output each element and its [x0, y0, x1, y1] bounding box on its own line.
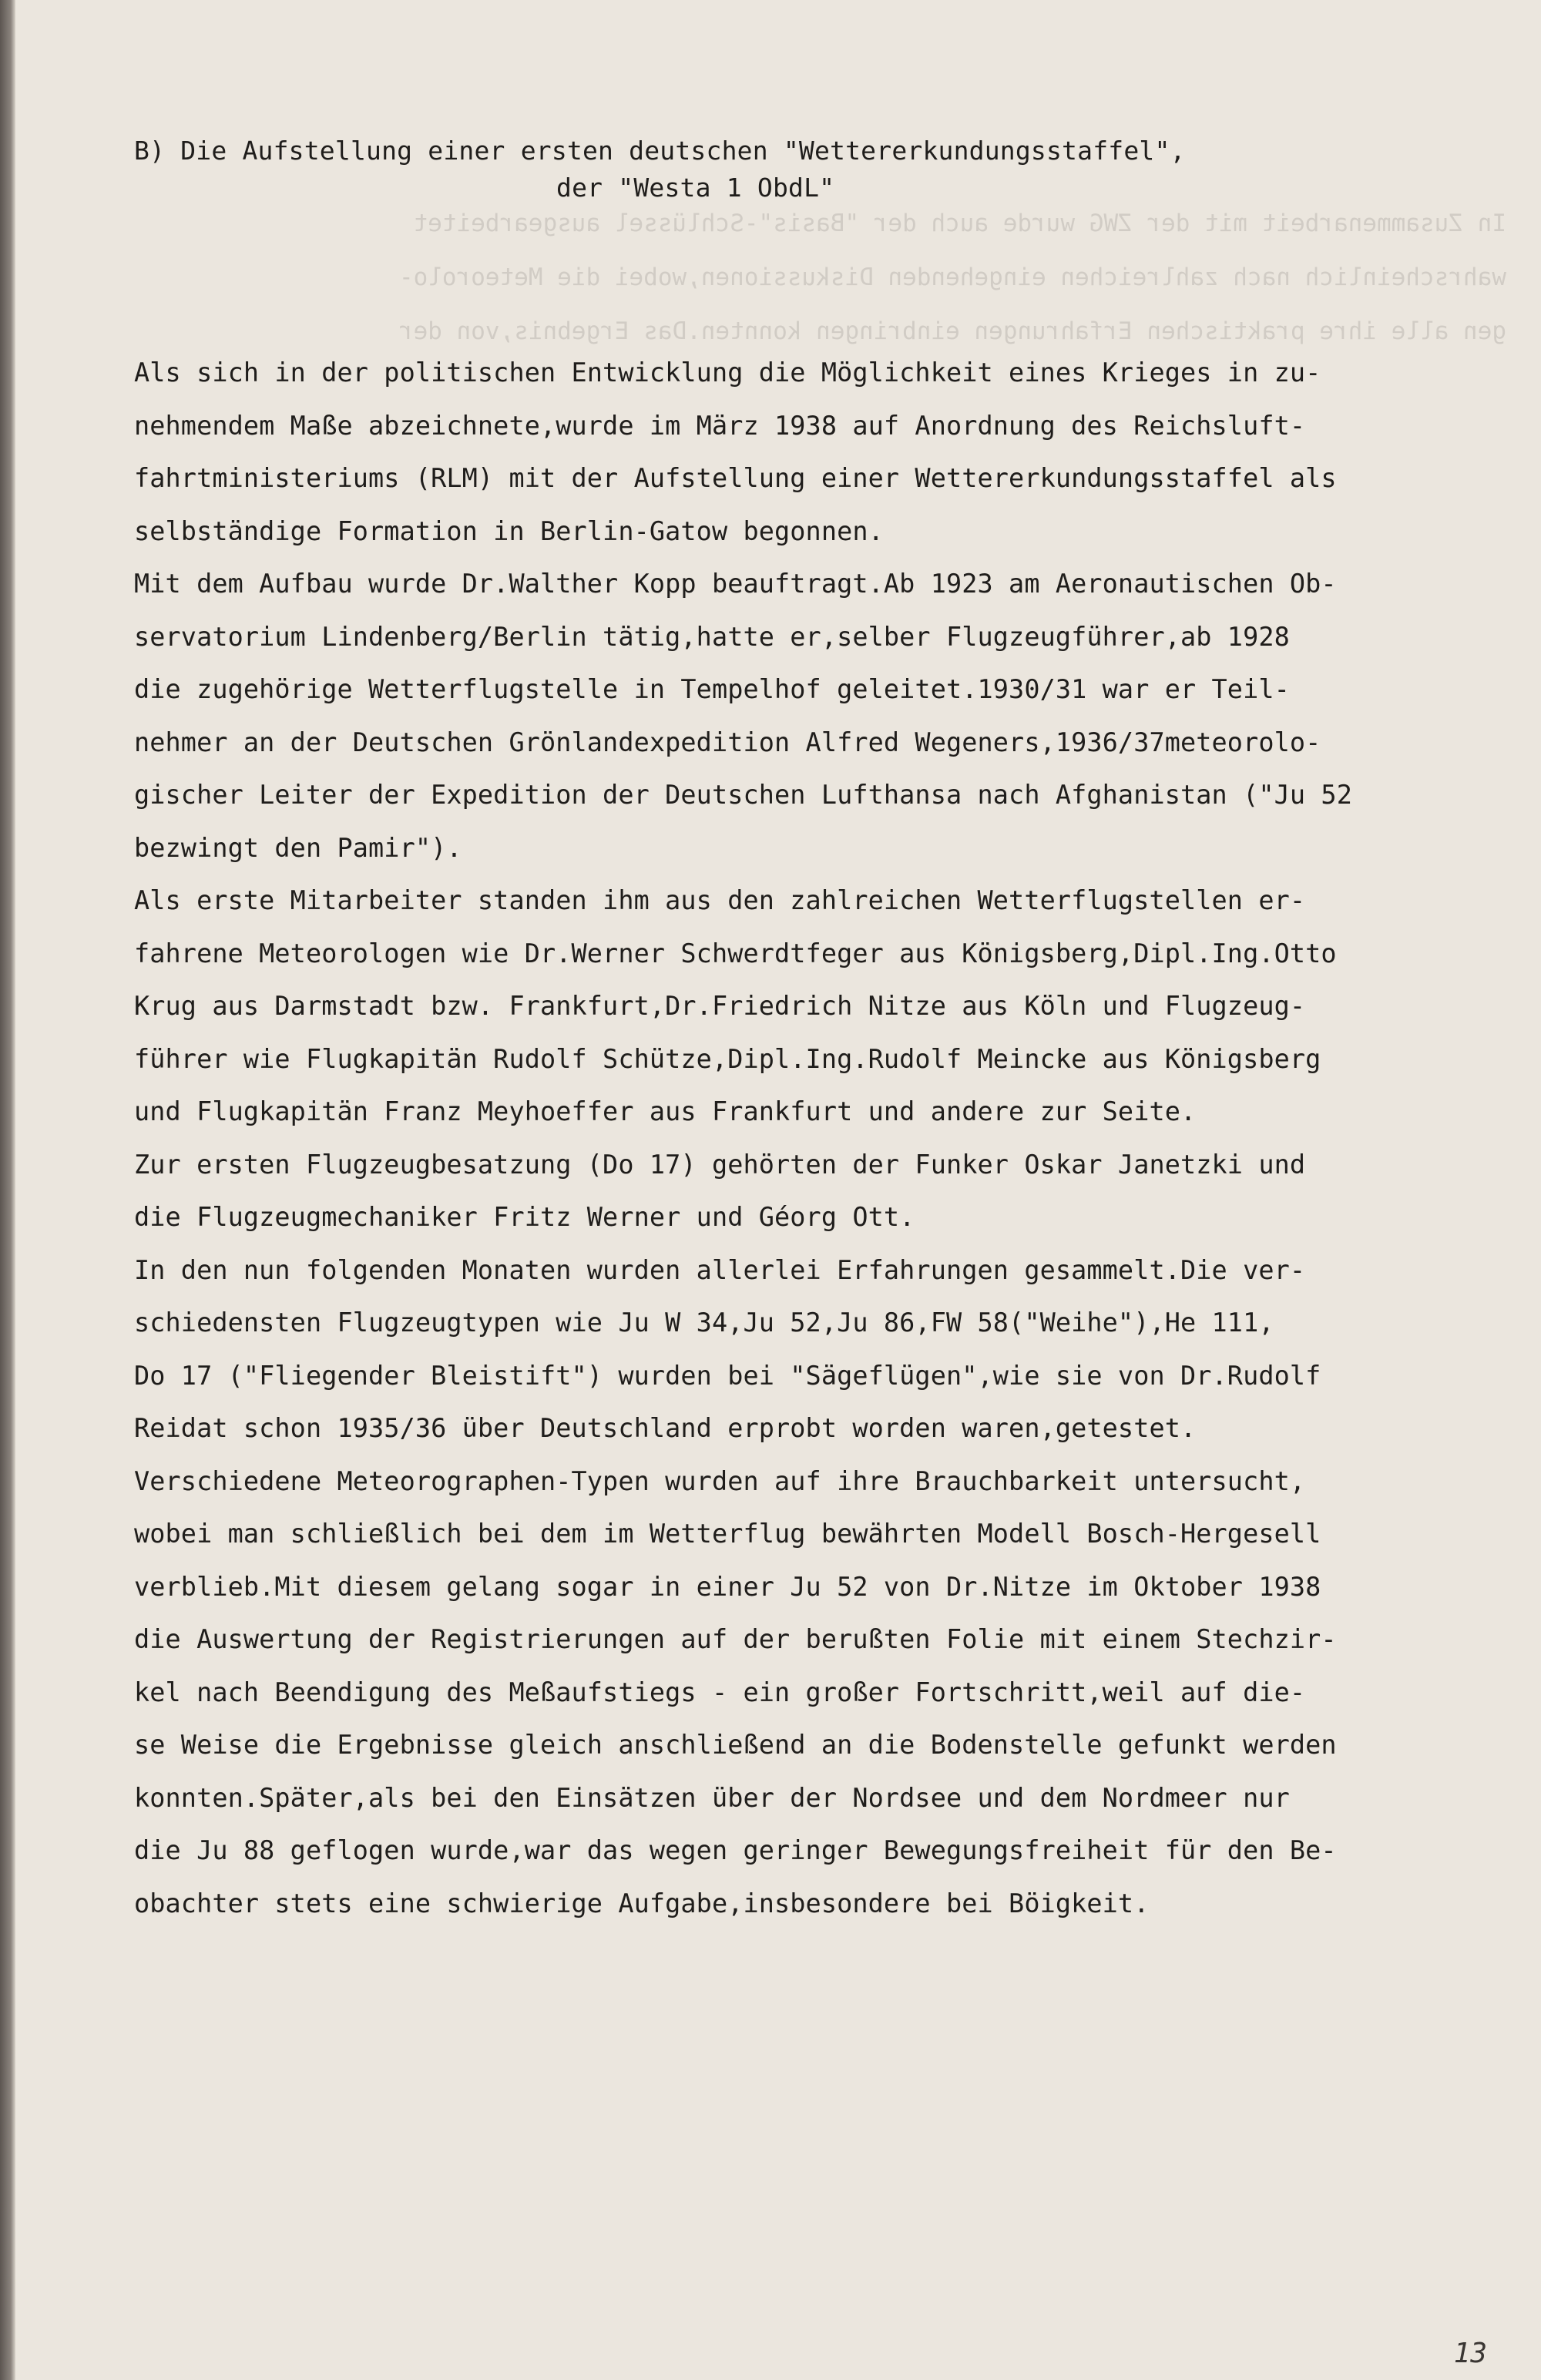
text-line: nehmendem Maße abzeichnete,wurde im März 1938 auf Anordnung des Reichsluft- [134, 410, 1306, 441]
text-line: die Auswertung der Registrierungen auf der berußten Folie mit einem Stechzir- [134, 1624, 1337, 1654]
bleed-through-text: In Zusammenarbeit mit der ZWG wurde auch der "Basis"-Schlüssel ausgearbeitet wahrscheinlich nach zahlreichen eingehenden Diskussionen,wobei die Meteorolo- gen alle ihre praktischen Erfahrungen einbringen konnten.Das Ergebnis,von der [398, 210, 1506, 345]
text-line: die zugehörige Wetterflugstelle in Tempelhof geleitet.1930/31 war er Teil- [134, 674, 1290, 704]
text-line: obachter stets eine schwierige Aufgabe,insbesondere bei Böigkeit. [134, 1888, 1150, 1918]
text-line: Als erste Mitarbeiter standen ihm aus den zahlreichen Wetterflugstellen er- [134, 885, 1306, 915]
text-line: gischer Leiter der Expedition der Deutschen Lufthansa nach Afghanistan ("Ju 52 [134, 780, 1352, 810]
text-line: wobei man schließlich bei dem im Wetterflug bewährten Modell Bosch-Hergesell [134, 1519, 1321, 1549]
text-line: se Weise die Ergebnisse gleich anschließend an die Bodenstelle gefunkt werden [134, 1730, 1337, 1760]
text-line: Als sich in der politischen Entwicklung die Möglichkeit eines Krieges in zu- [134, 358, 1321, 388]
text-line: schiedensten Flugzeugtypen wie Ju W 34,Ju 52,Ju 86,FW 58("Weihe"),He 111, [134, 1307, 1274, 1338]
text-line: führer wie Flugkapitän Rudolf Schütze,Dipl.Ing.Rudolf Meincke aus Königsberg [134, 1043, 1321, 1074]
heading-line-2: der "Westa 1 ObdL" [556, 173, 835, 203]
body-text [134, 347, 1490, 1930]
text-line: Verschiedene Meteorographen-Typen wurden auf ihre Brauchbarkeit untersucht, [134, 1465, 1306, 1496]
text-line: und Flugkapitän Franz Meyhoeffer aus Frankfurt und andere zur Seite. [134, 1096, 1197, 1126]
text-line: Reidat schon 1935/36 über Deutschland erprobt worden waren,getestet. [134, 1413, 1197, 1443]
text-line: die Ju 88 geflogen wurde,war das wegen geringer Bewegungsfreiheit für den Be- [134, 1835, 1337, 1865]
text-line: verblieb.Mit diesem gelang sogar in einer Ju 52 von Dr.Nitze im Oktober 1938 [134, 1571, 1321, 1602]
text-line: Do 17 ("Fliegender Bleistift") wurden bei "Sägeflügen",wie sie von Dr.Rudolf [134, 1360, 1321, 1391]
text-line: Krug aus Darmstadt bzw. Frankfurt,Dr.Friedrich Nitze aus Köln und Flugzeug- [134, 991, 1306, 1021]
text-line: In den nun folgenden Monaten wurden allerlei Erfahrungen gesammelt.Die ver- [134, 1254, 1306, 1285]
text-line: die Flugzeugmechaniker Fritz Werner und Géorg Ott. [134, 1202, 915, 1232]
text-line: selbständige Formation in Berlin-Gatow begonnen. [134, 515, 884, 546]
text-line: bezwingt den Pamir"). [134, 832, 462, 863]
text-line: servatorium Lindenberg/Berlin tätig,hatte er,selber Flugzeugführer,ab 1928 [134, 621, 1290, 652]
heading-line-1: B) Die Aufstellung einer ersten deutschen "Wettererkundungsstaffel", [134, 136, 1186, 166]
text-line: fahrene Meteorologen wie Dr.Werner Schwerdtfeger aus Königsberg,Dipl.Ing.Otto [134, 938, 1337, 968]
book-spine-shadow [0, 0, 15, 2380]
text-line: konnten.Später,als bei den Einsätzen über der Nordsee und dem Nordmeer nur [134, 1782, 1290, 1813]
text-line: fahrtministeriums (RLM) mit der Aufstellung einer Wettererkundungsstaffel als [134, 463, 1337, 493]
text-line: Zur ersten Flugzeugbesatzung (Do 17) gehörten der Funker Oskar Janetzki und [134, 1149, 1306, 1180]
text-line: nehmer an der Deutschen Grönlandexpedition Alfred Wegeners,1936/37meteorolo- [134, 727, 1321, 757]
page-number: 13 [1453, 2338, 1487, 2369]
text-line: Mit dem Aufbau wurde Dr.Walther Kopp beauftragt.Ab 1923 am Aeronautischen Ob- [134, 569, 1337, 599]
section-heading [134, 133, 1490, 206]
text-line: kel nach Beendigung des Meßaufstiegs - ein großer Fortschritt,weil auf die- [134, 1677, 1306, 1707]
